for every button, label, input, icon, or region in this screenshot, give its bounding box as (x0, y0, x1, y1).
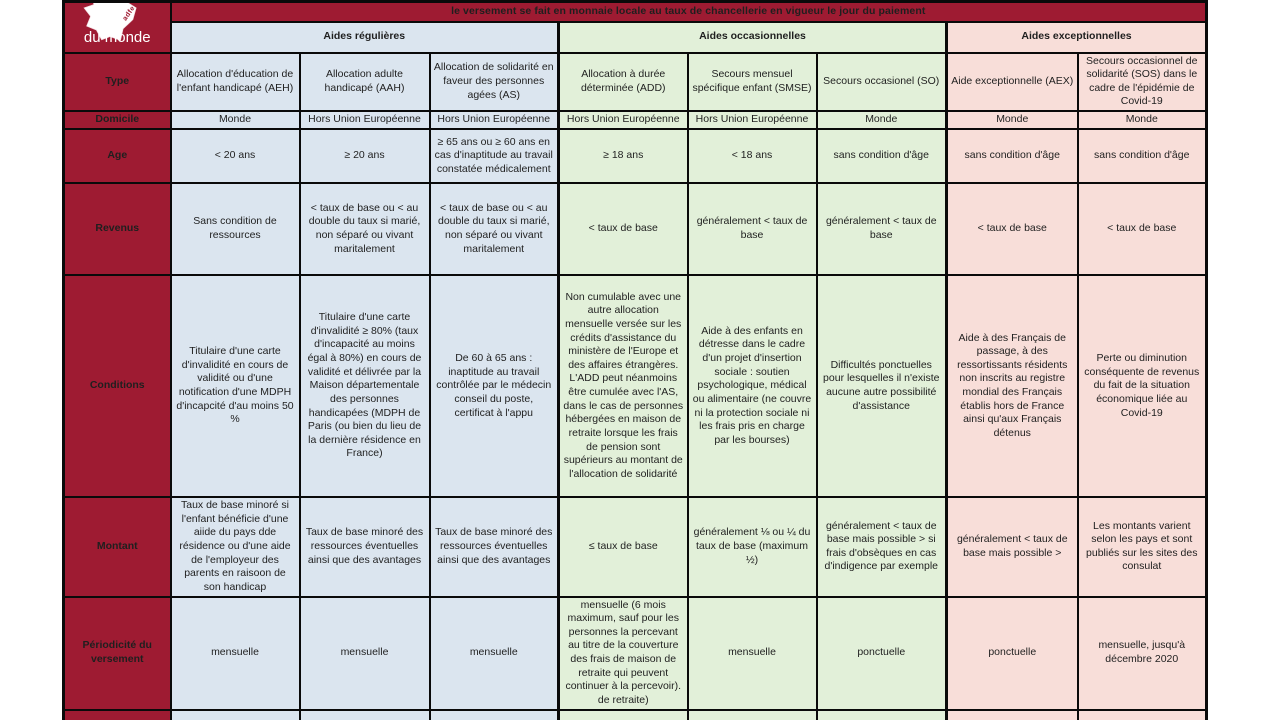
row-header-type: Type (64, 53, 171, 112)
cell-periodicite-as: mensuelle (430, 597, 559, 710)
cell-periodicite-sos: mensuelle, jusqu'à décembre 2020 (1078, 597, 1207, 710)
cell-revenus-aex: < taux de base (947, 183, 1078, 275)
cell-conditions-as: De 60 à 65 ans : inaptitude au travail contrôlée par le médecin conseil du poste, certificat à l'appu (430, 275, 559, 497)
cell-conditions-add: Non cumulable avec une autre allocation mensuelle versée sur les crédits d'assistance du ministère de l'Europe et des affaires étrangères. L'ADD peut néanmoins être cumulée avec l'AS, dans le cas de personnes hébergées en maison de retraite lorsque les frais de pension sont supérieurs au montant de l'allocation de solidarité (559, 275, 688, 497)
cell-periodicite-aeh: mensuelle (171, 597, 300, 710)
cell-revenus-aah: < taux de base ou < au double du taux si marié, non séparé ou vivant maritalement (300, 183, 430, 275)
cell-age-aeh: < 20 ans (171, 129, 300, 183)
cell-type-aeh: Allocation d'éducation de l'enfant handicapé (AEH) (171, 53, 300, 112)
cell-type-aex: Aide exceptionnelle (AEX) (947, 53, 1078, 112)
cell-type-so: Secours occasionel (SO) (817, 53, 947, 112)
cell-clipped (1078, 710, 1207, 720)
cell-domicile-sos: Monde (1078, 111, 1207, 129)
cell-type-sos: Secours occasionnel de solidarité (SOS) dans le cadre de l'épidémie de Covid-19 (1078, 53, 1207, 112)
cell-age-as: ≥ 65 ans ou ≥ 60 ans en cas d'inaptitude au travail constatée médicalement (430, 129, 559, 183)
cell-age-add: ≥ 18 ans (559, 129, 688, 183)
row-header-revenus: Revenus (64, 183, 171, 275)
row-header-age: Age (64, 129, 171, 183)
cell-age-sos: sans condition d'âge (1078, 129, 1207, 183)
aides-table (62, 0, 1208, 720)
row-header-clipped (64, 710, 171, 720)
clipped-next-row (64, 710, 1207, 720)
cell-montant-add: ≤ taux de base (559, 497, 688, 596)
cell-age-so: sans condition d'âge (817, 129, 947, 183)
logo-text: du monde (83, 29, 151, 46)
cell-montant-smse: généralement ⅛ ou ¼ du taux de base (maximum ½) (688, 497, 817, 596)
row-header-domicile: Domicile (64, 111, 171, 129)
cell-montant-sos: Les montants varient selon les pays et sont publiés sur les sites des consulat (1078, 497, 1207, 596)
cell-clipped (559, 710, 688, 720)
cell-conditions-aah: Titulaire d'une carte d'invalidité ≥ 80% (taux d'incapacité au moins égal à 80%) en cours de validité et délivrée par la Maison départementale des personnes handicapées (MDPH de Paris (ou bien du lieu de la dernière résidence en France) (300, 275, 430, 497)
cell-clipped (688, 710, 817, 720)
cell-type-smse: Secours mensuel spécifique enfant (SMSE) (688, 53, 817, 112)
cell-conditions-smse: Aide à des enfants en détresse dans le cadre d'un projet d'insertion sociale : soutien psychologique, médical ou alimentaire (ne couvre ni la protection sociale ni les frais pris en charge par les bourses) (688, 275, 817, 497)
cell-type-add: Allocation à durée déterminée (ADD) (559, 53, 688, 112)
cell-revenus-aeh: Sans condition de ressources (171, 183, 300, 275)
cell-montant-aex: généralement < taux de base mais possible > (947, 497, 1078, 596)
banner-title: le versement se fait en monnaie locale au taux de chancellerie en vigueur le jour du paiement (171, 2, 1207, 22)
cell-conditions-sos: Perte ou diminution conséquente de revenus du fait de la situation économique liée au Covid-19 (1078, 275, 1207, 497)
cell-clipped (171, 710, 300, 720)
cell-montant-aeh: Taux de base minoré si l'enfant bénéficie d'une aiide du pays dde résidence ou d'une aide de l'employeur des parents en raisoon de son handicap (171, 497, 300, 596)
cell-revenus-as: < taux de base ou < au double du taux si marié, non séparé ou vivant maritalement (430, 183, 559, 275)
cell-montant-so: généralement < taux de base mais possible > si frais d'obsèques en cas d'indigence par exemple (817, 497, 947, 596)
group-header-aides-exceptionnelles: Aides exceptionnelles (947, 22, 1207, 53)
cell-domicile-so: Monde (817, 111, 947, 129)
cell-periodicite-aex: ponctuelle (947, 597, 1078, 710)
cell-clipped (817, 710, 947, 720)
cell-type-aah: Allocation adulte handicapé (AAH) (300, 53, 430, 112)
cell-domicile-aeh: Monde (171, 111, 300, 129)
cell-revenus-sos: < taux de base (1078, 183, 1207, 275)
cell-montant-as: Taux de base minoré des ressources éventuelles ainsi que des avantages (430, 497, 559, 596)
cell-conditions-aex: Aide à des Français de passage, à des ressortissants résidents non inscrits au registre mondial des Français établis hors de France ainsi qu'aux Français détenus (947, 275, 1078, 497)
cell-clipped (300, 710, 430, 720)
cell-clipped (430, 710, 559, 720)
cell-age-aex: sans condition d'âge (947, 129, 1078, 183)
cell-age-smse: < 18 ans (688, 129, 817, 183)
cell-conditions-so: Difficultés ponctuelles pour lesquelles il n'existe aucune autre possibilité d'assistance (817, 275, 947, 497)
cell-clipped (947, 710, 1078, 720)
row-header-montant: Montant (64, 497, 171, 596)
cell-domicile-aah: Hors Union Européenne (300, 111, 430, 129)
cell-revenus-add: < taux de base (559, 183, 688, 275)
cell-montant-aah: Taux de base minoré des ressources éventuelles ainsi que des avantages (300, 497, 430, 596)
cell-revenus-so: généralement < taux de base (817, 183, 947, 275)
cell-revenus-smse: généralement < taux de base (688, 183, 817, 275)
cell-periodicite-so: ponctuelle (817, 597, 947, 710)
cell-domicile-smse: Hors Union Européenne (688, 111, 817, 129)
group-header-aides-regulieres: Aides régulières (171, 22, 559, 53)
cell-conditions-aeh: Titulaire d'une carte d'invalidité en cours de validité ou d'une notification d'une MDPH d'incapcité d'au moins 50 % (171, 275, 300, 497)
aides-table-container (62, 0, 1212, 720)
cell-periodicite-aah: mensuelle (300, 597, 430, 710)
cell-periodicite-add: mensuelle (6 mois maximum, sauf pour les personnes la percevant au titre de la couverture des frais de maison de retraite qui peuvent continuer à la percevoir). de retraite) (559, 597, 688, 710)
cell-domicile-aex: Monde (947, 111, 1078, 129)
cell-type-as: Allocation de solidarité en faveur des personnes agées (AS) (430, 53, 559, 112)
group-header-aides-occasionnelles: Aides occasionnelles (559, 22, 947, 53)
cell-domicile-as: Hors Union Européenne (430, 111, 559, 129)
cell-periodicite-smse: mensuelle (688, 597, 817, 710)
logo-cell (64, 2, 171, 53)
row-header-conditions: Conditions (64, 275, 171, 497)
logo-badge-text: adfe (121, 4, 137, 23)
cell-age-aah: ≥ 20 ans (300, 129, 430, 183)
row-header-periodicite: Périodicité du versement (64, 597, 171, 710)
cell-domicile-add: Hors Union Européenne (559, 111, 688, 129)
